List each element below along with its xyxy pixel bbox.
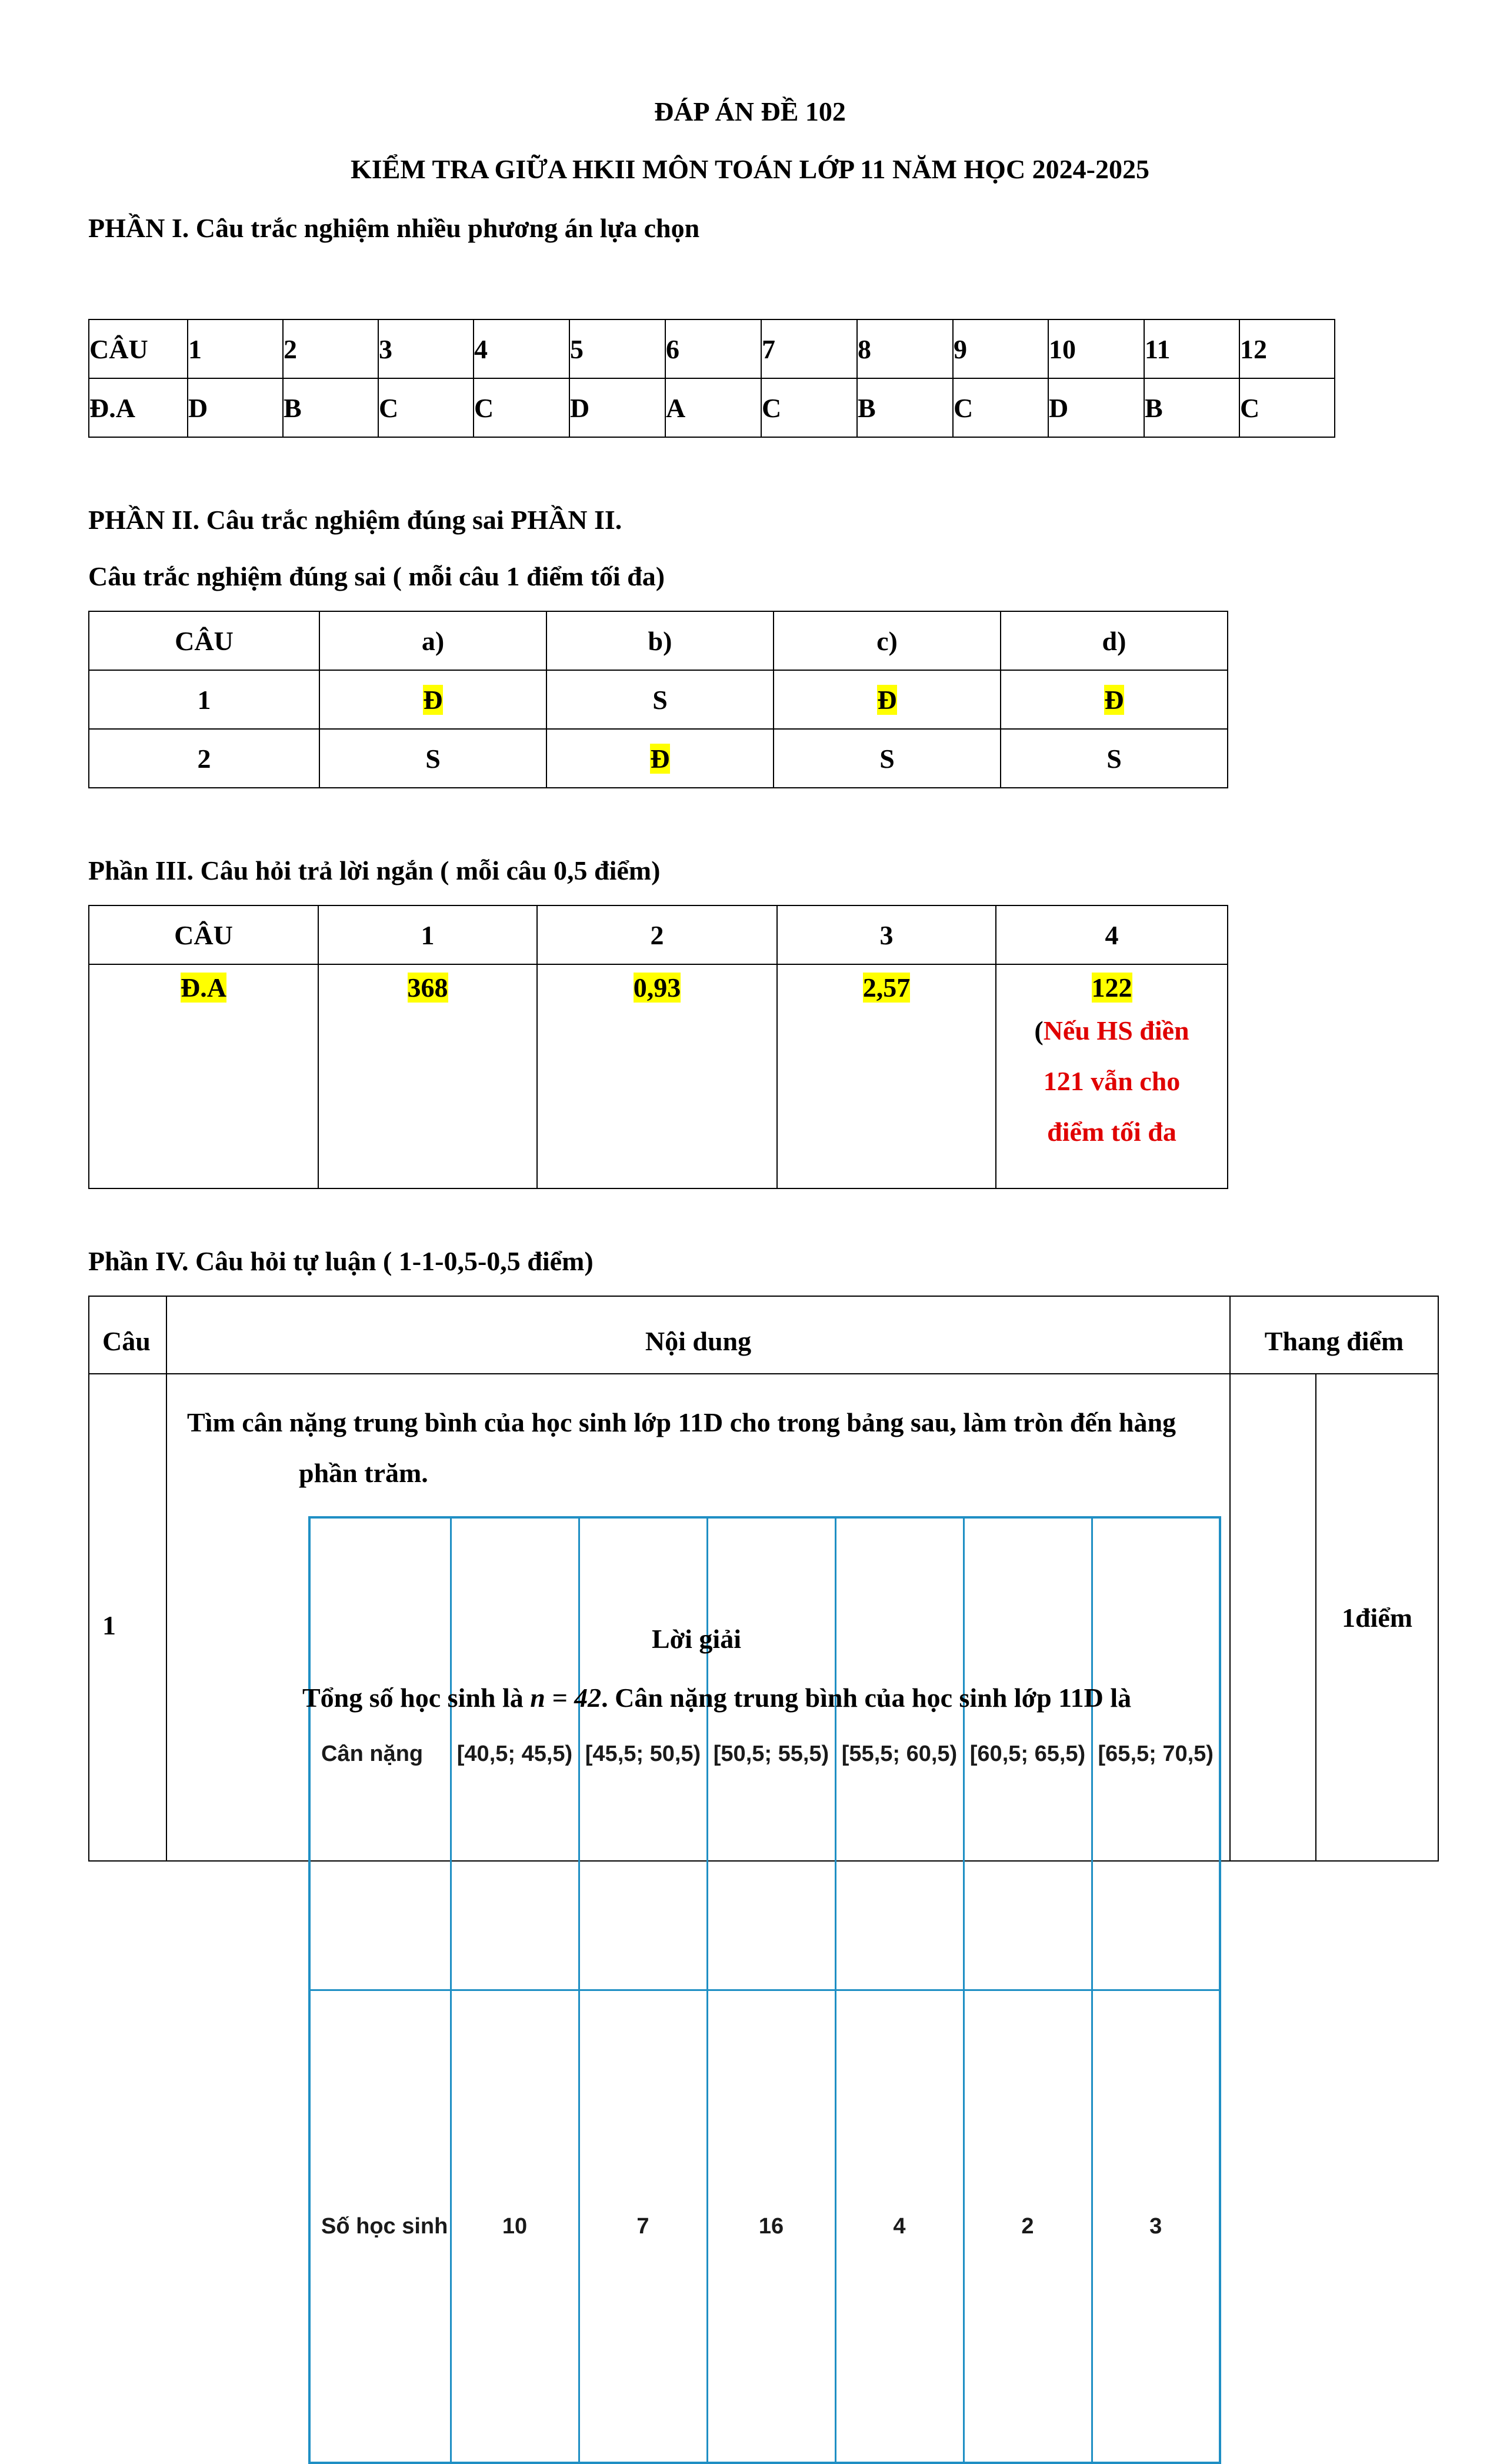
problem-statement <box>187 1397 1234 1499</box>
part1-answer-row <box>89 378 1335 437</box>
part2-row <box>89 670 1228 729</box>
solution-text-after: . Cân nặng trung bình của học sinh lớp 11D là <box>601 1683 1132 1713</box>
question-number: 4 <box>474 319 569 378</box>
header-cell: 4 <box>996 905 1228 964</box>
answer-highlight: 368 <box>407 973 448 1003</box>
answer-highlight: Đ <box>423 684 443 715</box>
answer-highlight: 2,57 <box>862 973 911 1003</box>
count-cell: 7 <box>579 1990 707 2463</box>
answer-value: S <box>879 743 895 774</box>
question-number: 1 <box>188 319 283 378</box>
answer-cell: C <box>1239 378 1335 437</box>
solution-text <box>302 1682 1131 1713</box>
part2-subheading: Câu trắc nghiệm đúng sai ( mỗi câu 1 điểm tối đa) <box>88 561 665 591</box>
question-number: 1 <box>89 1374 166 1861</box>
interval-cell: [65,5; 70,5) <box>1092 1517 1220 1990</box>
interval-cell: [50,5; 55,5) <box>707 1517 835 1990</box>
row-label-answer <box>89 964 318 1188</box>
answer-highlight: Đ.A <box>181 973 226 1003</box>
grading-note <box>996 1005 1227 1157</box>
count-cell: 10 <box>451 1990 579 2463</box>
part2-row <box>89 729 1228 788</box>
exam-title: KIỂM TRA GIỮA HKII MÔN TOÁN LỚP 11 NĂM HỌC 2024-2025 <box>351 154 1149 184</box>
header-cell: 1 <box>318 905 537 964</box>
answer-highlight: 0,93 <box>633 973 681 1003</box>
question-number: 2 <box>283 319 378 378</box>
question-number: 3 <box>378 319 474 378</box>
answer-highlight: Đ <box>650 743 670 774</box>
note-line: điểm tối đa <box>1047 1117 1176 1147</box>
answer-value: S <box>652 684 668 715</box>
score-cell: 1điểm <box>1316 1374 1438 1861</box>
answer-cell: D <box>188 378 283 437</box>
question-number: 7 <box>761 319 857 378</box>
part4-heading: Phần IV. Câu hỏi tự luận ( 1-1-0,5-0,5 điểm) <box>88 1246 594 1276</box>
answer-cell: D <box>569 378 665 437</box>
question-number: 1 <box>89 670 319 729</box>
count-cell: 2 <box>964 1990 1092 2463</box>
answer-value: S <box>425 743 441 774</box>
answer-cell: A <box>665 378 761 437</box>
weight-frequency-table <box>308 1516 1221 2464</box>
part4-essay-table <box>88 1296 1439 2239</box>
answer-cell <box>996 964 1228 1188</box>
answer-cell <box>546 729 774 788</box>
answer-cell <box>537 964 777 1188</box>
part1-heading: PHẦN I. Câu trắc nghiệm nhiều phương án lựa chọn <box>88 213 700 243</box>
col-score: Thang điểm <box>1230 1296 1438 1374</box>
header-cell: CÂU <box>89 905 318 964</box>
part3-answer-table <box>88 905 1228 1189</box>
part4-header-row <box>89 1296 1438 1374</box>
header-cell: 3 <box>777 905 996 964</box>
question-number: 11 <box>1144 319 1239 378</box>
answer-cell <box>546 670 774 729</box>
header-cell: b) <box>546 611 774 670</box>
note-line: Nếu HS điền <box>1043 1015 1189 1045</box>
answer-highlight: Đ <box>877 684 897 715</box>
part1-answer-table <box>88 319 1335 438</box>
question-number: 2 <box>89 729 319 788</box>
score-spacer-cell <box>1230 1374 1316 1861</box>
interval-cell: [45,5; 50,5) <box>579 1517 707 1990</box>
count-cell: 16 <box>707 1990 835 2463</box>
row-label: Số học sinh <box>309 1990 451 2463</box>
part2-answer-table <box>88 611 1228 788</box>
answer-cell <box>1001 670 1228 729</box>
col-question: Câu <box>89 1296 166 1374</box>
question-number: 6 <box>665 319 761 378</box>
solution-title: Lời giải <box>652 1624 741 1654</box>
part3-header-row <box>89 905 1228 964</box>
answer-highlight: Đ <box>1104 684 1124 715</box>
question-number: 9 <box>953 319 1048 378</box>
note-line: 121 vẫn cho <box>1043 1066 1181 1096</box>
answer-key-title: ĐÁP ÁN ĐỀ 102 <box>654 96 846 126</box>
answer-cell <box>777 964 996 1188</box>
part2-header-row <box>89 611 1228 670</box>
answer-cell: B <box>1144 378 1239 437</box>
row-label: Cân nặng <box>309 1517 451 1990</box>
part1-question-row <box>89 319 1335 378</box>
part2-heading: PHẦN II. Câu trắc nghiệm đúng sai PHẦN II. <box>88 505 622 535</box>
answer-cell: B <box>283 378 378 437</box>
question-number: 10 <box>1048 319 1144 378</box>
part3-answer-row <box>89 964 1228 1188</box>
answer-cell <box>319 670 546 729</box>
count-row <box>309 1990 1220 2463</box>
answer-cell <box>318 964 537 1188</box>
count-cell: 3 <box>1092 1990 1220 2463</box>
col-content: Nội dung <box>166 1296 1230 1374</box>
header-cell: 2 <box>537 905 777 964</box>
question-number: 8 <box>857 319 953 378</box>
row-label-answer: Đ.A <box>89 378 188 437</box>
answer-cell: C <box>474 378 569 437</box>
weight-row <box>309 1517 1220 1990</box>
question-content <box>166 1374 1230 2239</box>
answer-cell: B <box>857 378 953 437</box>
answer-value: S <box>1106 743 1122 774</box>
count-cell: 4 <box>835 1990 964 2463</box>
part3-heading: Phần III. Câu hỏi trả lời ngắn ( mỗi câu 0,5 điểm) <box>88 855 661 885</box>
row-label-question: CÂU <box>89 319 188 378</box>
header-cell: CÂU <box>89 611 319 670</box>
answer-highlight: 122 <box>1091 973 1132 1003</box>
answer-cell: C <box>761 378 857 437</box>
interval-cell: [40,5; 45,5) <box>451 1517 579 1990</box>
header-cell: a) <box>319 611 546 670</box>
solution-math: n = 42 <box>530 1683 602 1713</box>
answer-cell: C <box>378 378 474 437</box>
answer-cell <box>774 729 1001 788</box>
question-number: 5 <box>569 319 665 378</box>
interval-cell: [60,5; 65,5) <box>964 1517 1092 1990</box>
answer-cell <box>1001 729 1228 788</box>
answer-cell <box>774 670 1001 729</box>
header-cell: c) <box>774 611 1001 670</box>
problem-line: phần trăm. <box>299 1458 428 1488</box>
answer-cell: D <box>1048 378 1144 437</box>
interval-cell: [55,5; 60,5) <box>835 1517 964 1990</box>
question-number: 12 <box>1239 319 1335 378</box>
header-cell: d) <box>1001 611 1228 670</box>
answer-cell <box>319 729 546 788</box>
part4-question-row <box>89 1374 1438 1861</box>
solution-text-before: Tổng số học sinh là <box>302 1683 531 1713</box>
note-paren: ( <box>1034 1015 1044 1045</box>
answer-cell: C <box>953 378 1048 437</box>
problem-line: Tìm cân nặng trung bình của học sinh lớp 11D cho trong bảng sau, làm tròn đến hàng <box>187 1407 1176 1437</box>
